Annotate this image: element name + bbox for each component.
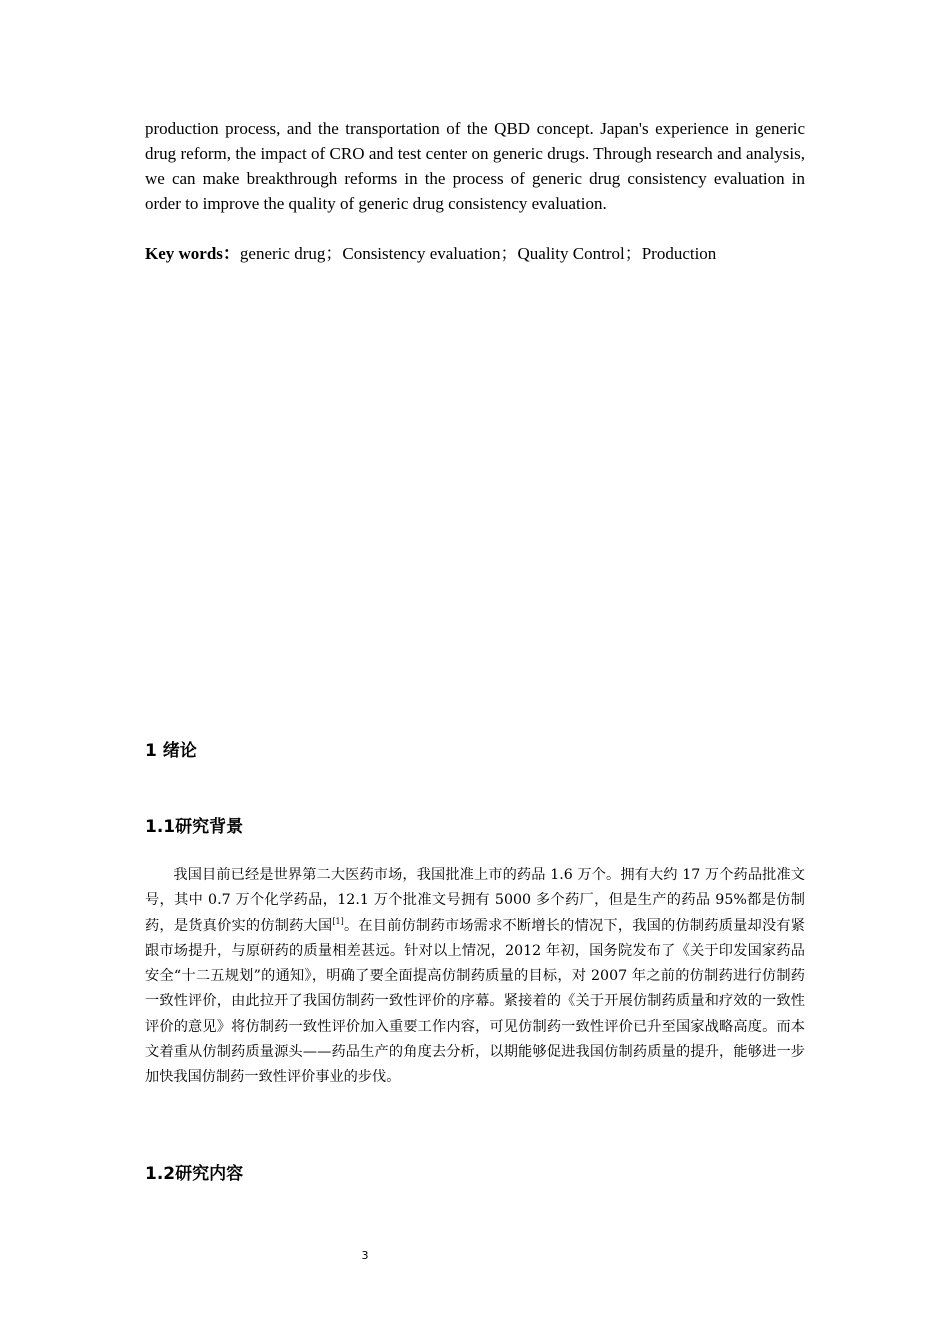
keywords-line [145,241,825,266]
citation-marker[interactable]: [1] [332,916,344,926]
research-background-paragraph [145,863,805,1091]
abstract-continuation: production process, and the transportation of the QBD concept. Japan's experience in generic drug reform, the impact of CRO and test center on generic drugs. Through research and analysis, we can make breakthrough reforms in the process of generic drug consistency evaluation in order to improve the quality of generic drug consistency evaluation. [145,119,805,213]
keywords-label: Key words： [145,244,240,263]
chapter-title: 1 绪论 [145,741,197,761]
keywords-text: generic drug；Consistency evaluation；Quality Control；Production [239,244,717,263]
section-title-research-background: 1.1研究背景 [145,817,244,837]
paragraph-text-part1: 我国目前已经是世界第二大医药市场，我国批准上市的药品 1.6 万个。拥有大约 17 万个药品批准文号，其中 0.7 万个化学药品，12.1 万个批准文号拥有 5000 多个药厂，但是生产的药品 95%都是仿制药，是货真价实的仿制药大国 [145,867,805,934]
page-number: 3 [361,1249,369,1262]
section-title-research-content: 1.2研究内容 [145,1164,244,1184]
paragraph-text-part2: 。在目前仿制药市场需求不断增长的情况下，我国的仿制药质量却没有紧跟市场提升，与原研药的质量相差甚远。针对以上情况，2012 年初，国务院发布了《关于印发国家药品安全“十二五规划”的通知》，明确了要全面提高仿制药质量的目标，对 2007 年之前的仿制药进行仿制药一致性评价，由此拉开了我国仿制药一致性评价的序幕。紧接着的《关于开展仿制药质量和疗效的一致性评价的意见》将仿制药一致性评价加入重要工作内容，可见仿制药一致性评价已升至国家战略高度。而本文着重从仿制药质量源头——药品生产的角度去分析，以期能够促进我国仿制药质量的提升，能够进一步加快我国仿制药一致性评价事业的步伐。 [145,917,805,1086]
